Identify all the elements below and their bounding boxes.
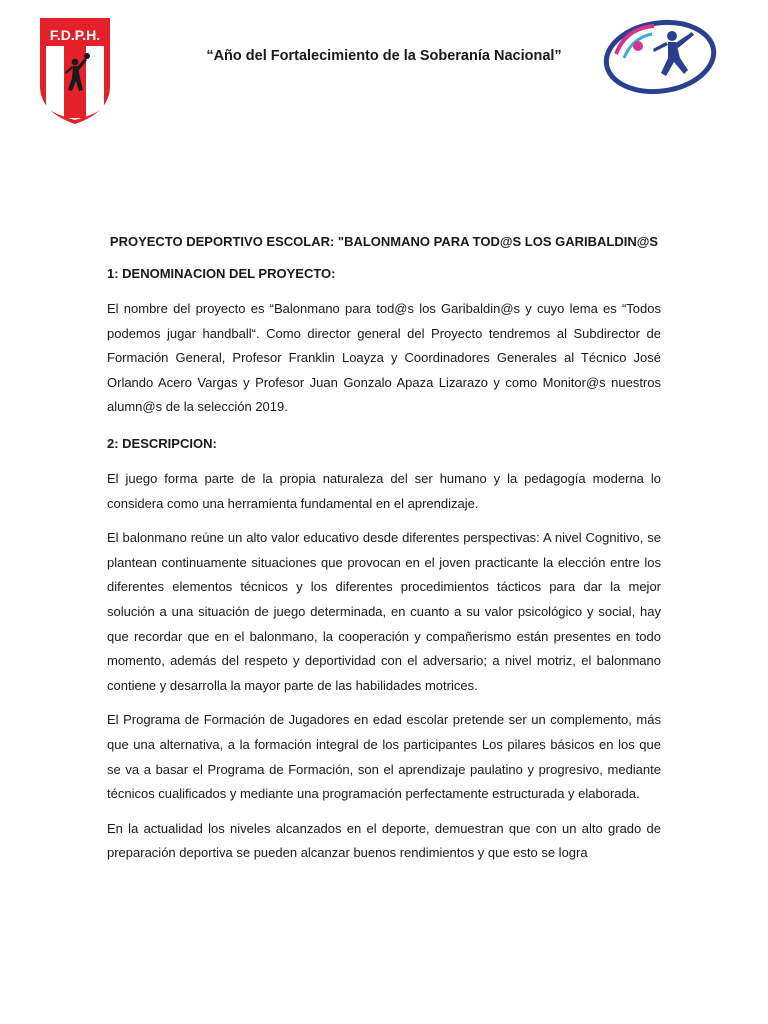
shield-logo-text: F.D.P.H. [49, 27, 101, 43]
ball-icon [633, 41, 643, 51]
paragraph: El balonmano reúne un alto valor educativo desde diferentes perspectivas: A nivel Cognitivo, se plantean continuamente situaciones que provocan en el joven practicante la elección entre los diferentes elementos técnicos y los diferentes procedimientos tácticos para dar la mejor solución a una situación de juego determinada, en cuanto a su valor psicológico y social, hay que recordar que en el balonmano, la cooperación y compañerismo están presentes en todo momento, además del respeto y deportividad con el adversario; a nivel motriz, el balonmano contiene y desarrolla la mayor parte de las habilidades motrices. [107, 530, 661, 693]
fdph-shield-logo [38, 16, 112, 126]
document-body [107, 230, 661, 876]
document-motto: “Año del Fortalecimiento de la Soberanía Nacional” [206, 48, 562, 64]
paragraph: El juego forma parte de la propia naturaleza del ser humano y la pedagogía moderna lo considera como una herramienta fundamental en el aprendizaje. [107, 470, 661, 511]
paragraph: En la actualidad los niveles alcanzados en el deporte, demuestran que con un alto grado de preparación deportiva se pueden alcanzar buenos rendimientos y que esto se logra [107, 820, 661, 861]
section-heading-descripcion: 2: DESCRIPCION: [107, 435, 217, 451]
section-heading-denominacion: 1: DENOMINACION DEL PROYECTO: [107, 266, 336, 281]
paragraph: El nombre del proyecto es “Balonmano para tod@s los Garibaldin@s y cuyo lema es “Todos podemos jugar handball“. Como director general del Proyecto tendremos al Subdirector de Formación General, Profesor Franklin Loayza y Coordinadores Generales al Técnico José Orlando Acero Vargas y Profesor Juan Gonzalo Apaza Lizarazo y como Monitor@s nuestros alumn@s de la selección 2019. [107, 301, 661, 415]
handball-emblem-logo [602, 18, 718, 96]
document-title: PROYECTO DEPORTIVO ESCOLAR: "BALONMANO PARA TOD@S LOS GARIBALDIN@S [109, 234, 659, 249]
paragraph: El Programa de Formación de Jugadores en edad escolar pretende ser un complemento, más que una alternativa, a la formación integral de los participantes Los pilares básicos en los que se va a basar el Programa de Formación, son el aprendizaje paulatino y progresivo, mediante técnicos cualificados y mediante una programación perfectamente estructurada y elaborada. [107, 712, 661, 802]
jumping-player-icon [653, 31, 694, 76]
